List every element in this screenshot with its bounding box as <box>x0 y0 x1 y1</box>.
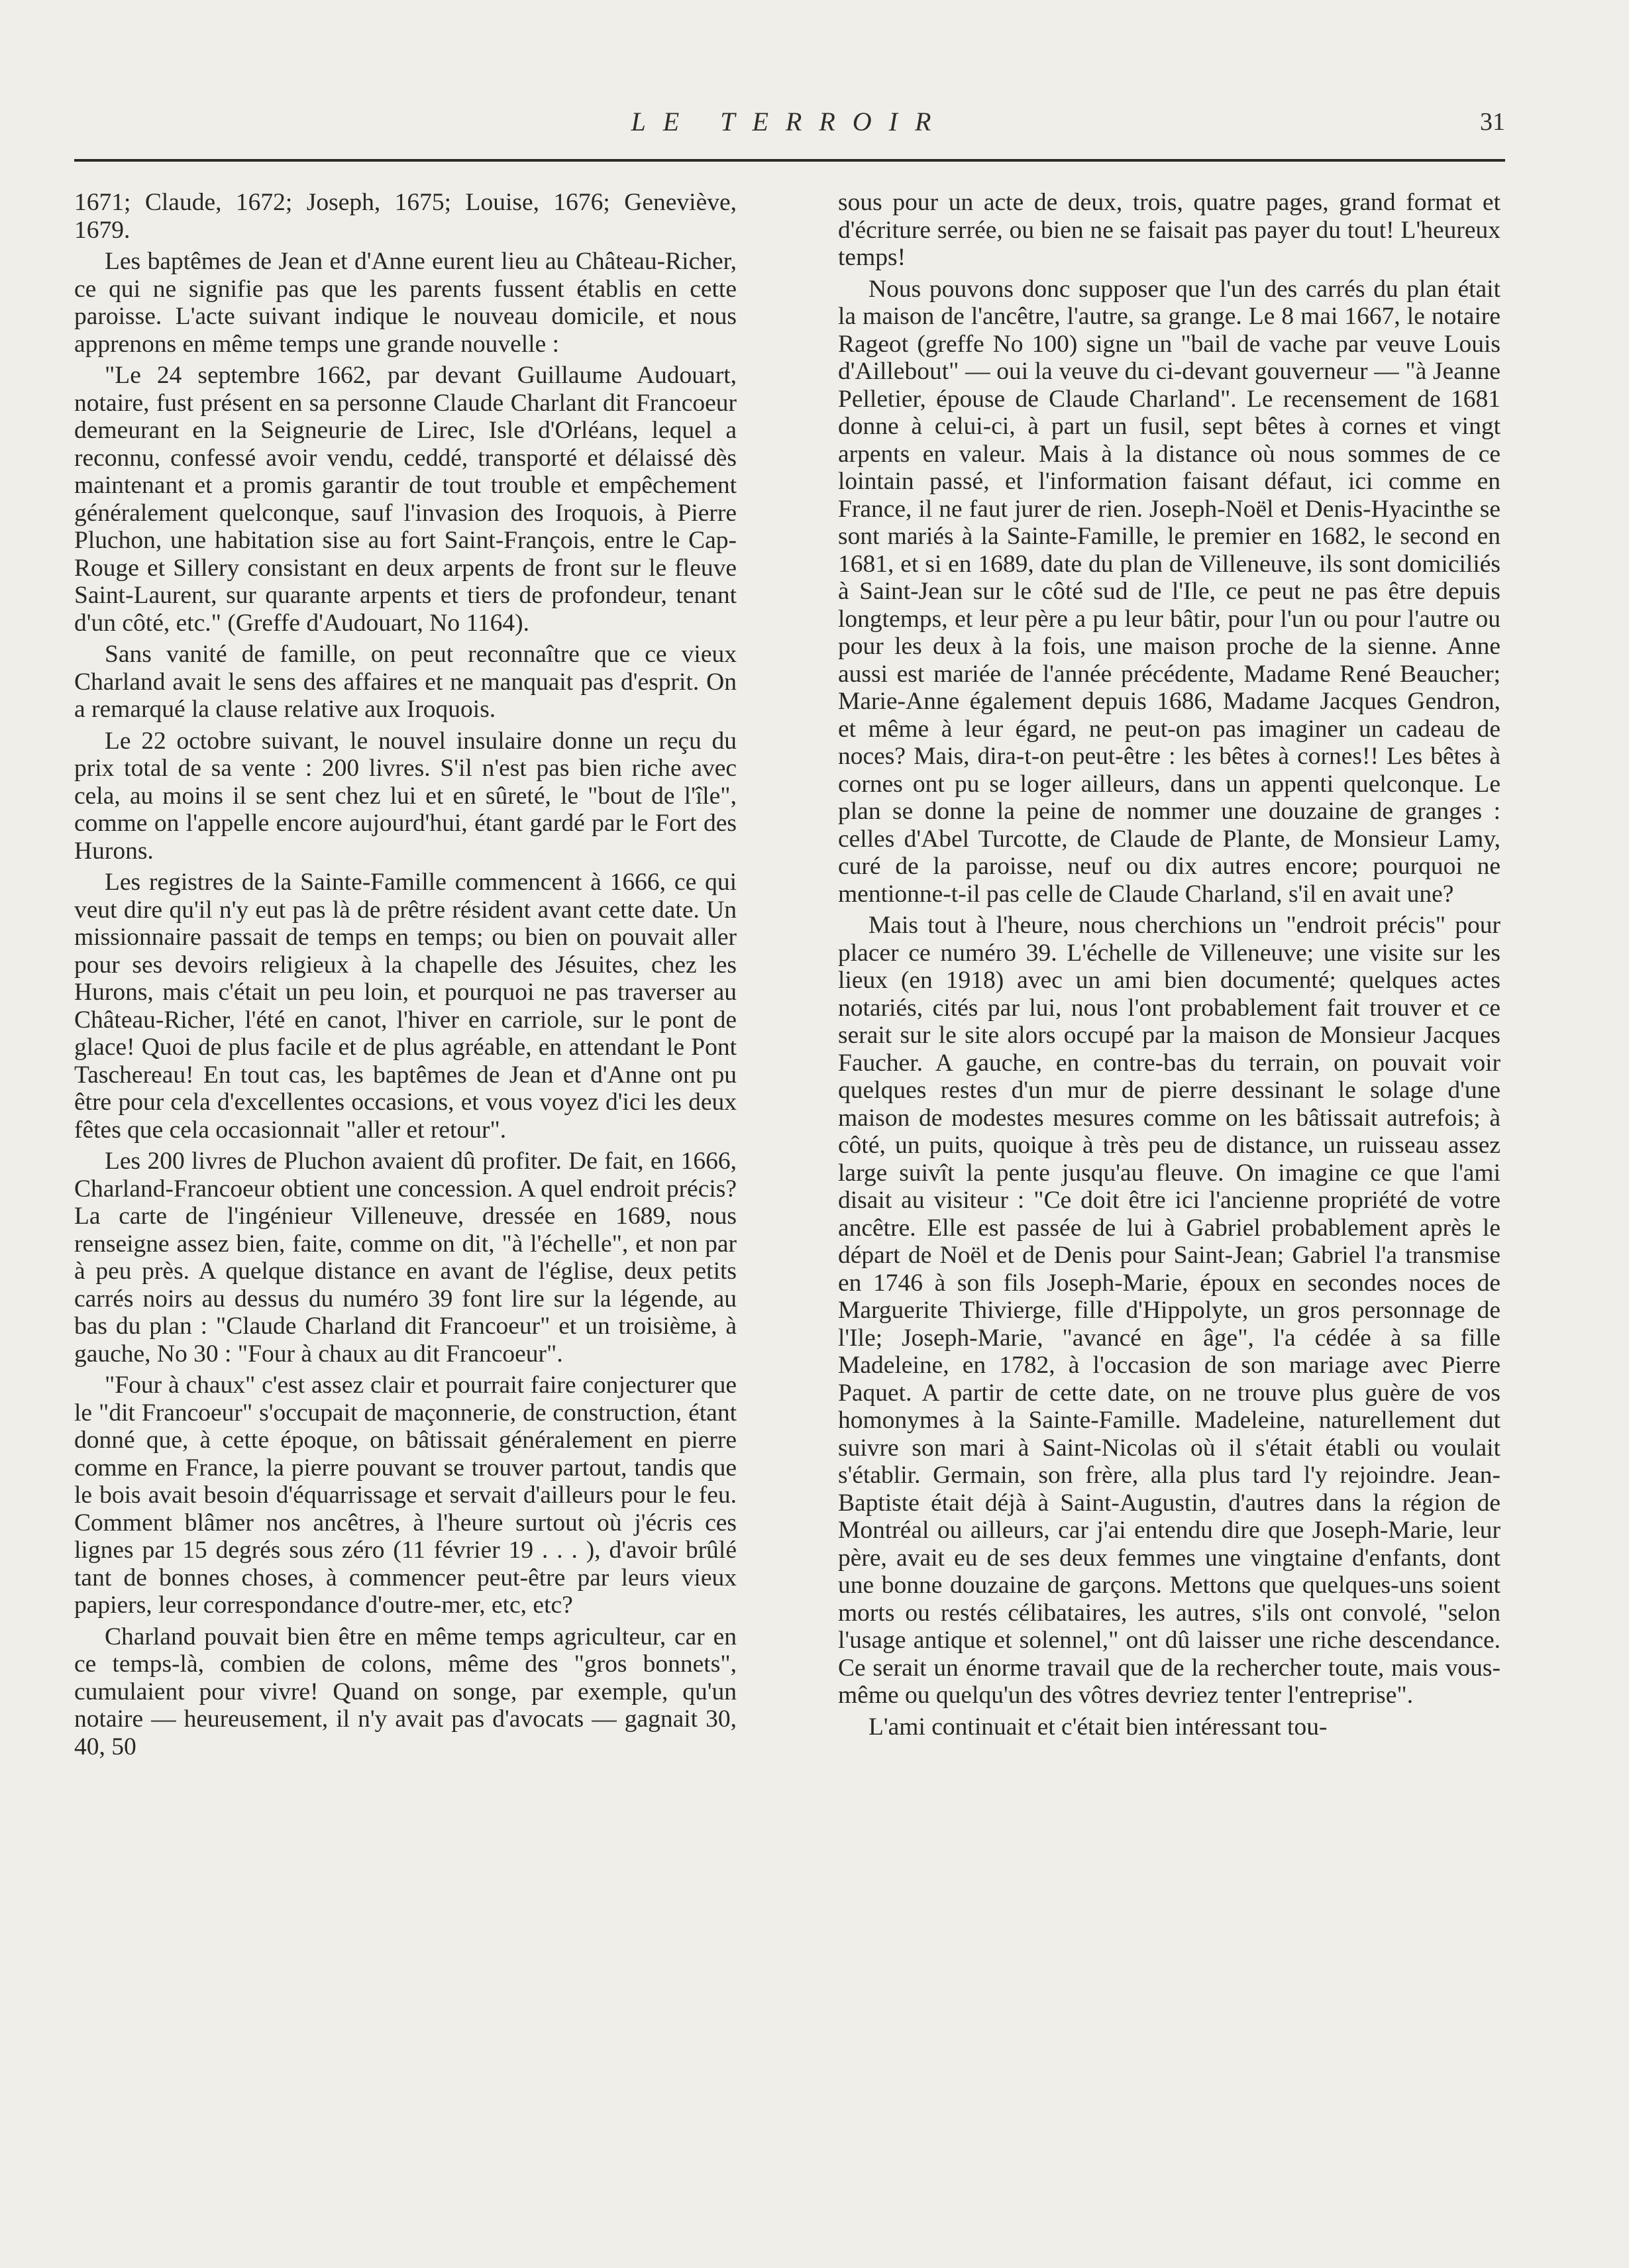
paragraph: sous pour un acte de deux, trois, quatre pages, grand format et d'écriture serrée, ou bien ne se faisait pas payer du tout! L'heureux temps! <box>838 189 1500 271</box>
paragraph: Les 200 livres de Pluchon avaient dû profiter. De fait, en 1666, Charland-Francoeur obtient une concession. A quel endroit précis? La carte de l'ingénieur Villeneuve, dressée en 1689, nous renseigne assez bien, faite, comme on dit, "à l'échelle", et non par à peu près. A quelque distance en avant de l'église, deux petits carrés noirs au dessus du numéro 39 font lire sur la légende, au bas du plan : "Claude Charland dit Francoeur" et un troisième, à gauche, No 30 : "Four à chaux au dit Francoeur". <box>74 1148 737 1368</box>
paragraph: 1671; Claude, 1672; Joseph, 1675; Louise, 1676; Geneviève, 1679. <box>74 189 737 244</box>
paragraph: Mais tout à l'heure, nous cherchions un "endroit précis" pour placer ce numéro 39. L'échelle de Villeneuve; une visite sur les lieux (en 1918) avec un ami bien documenté; quelques actes notariés, cités par lui, nous l'ont probablement fait trouver et ce serait sur le site alors occupé par la maison de Monsieur Jacques Faucher. A gauche, en contre-bas du terrain, on pouvait voir quelques restes d'un mur de pierre dessinant le solage d'une maison de modestes mesures comme on les bâtissait autrefois; à côté, un puits, quoique à très peu de distance, un ruisseau assez large suivît la pente jusqu'au fleuve. On imagine ce que l'ami disait au visiteur : "Ce doit être ici l'ancienne propriété de votre ancêtre. Elle est passée de lui à Gabriel probablement après le départ de Noël et de Denis pour Saint-Jean; Gabriel l'a transmise en 1746 à son fils Joseph-Marie, époux en secondes noces de Marguerite Thivierge, fille d'Hippolyte, un gros personnage de l'Ile; Joseph-Marie, "avancé en âge", l'a cédée à sa fille Madeleine, en 1782, à l'occasion de son mariage avec Pierre Paquet. A partir de cette date, on ne trouve plus guère de vos homonymes à la Sainte-Famille. Madeleine, naturellement dut suivre son mari à Saint-Nicolas où il s'était établi ou voulait s'établir. Germain, son frère, alla plus tard l'y rejoindre. Jean-Baptiste était déjà à Saint-Augustin, d'autres dans la région de Montréal ou ailleurs, car j'ai entendu dire que Joseph-Marie, leur père, avait eu de ses deux femmes une vingtaine d'enfants, dont une bonne douzaine de garçons. Mettons que quelques-uns soient morts ou restés célibataires, les autres, s'ils ont convolé, "selon l'usage antique et solennel," ont dû laisser une riche descendance. Ce serait un énorme travail que de la rechercher toute, mais vous-même ou quelqu'un des vôtres devriez tenter l'entreprise". <box>838 912 1500 1709</box>
right-column <box>838 189 1500 2170</box>
paragraph: Les registres de la Sainte-Famille commencent à 1666, ce qui veut dire qu'il n'y eut pas là de prêtre résident avant cette date. Un missionnaire passait de temps en temps; ou bien on pouvait aller pour ses devoirs religieux à la chapelle des Jésuites, chez les Hurons, mais c'était un peu loin, et pourquoi ne pas traverser au Château-Richer, l'été en canot, l'hiver en carriole, sur le pont de glace! Quoi de plus facile et de plus agréable, en attendant le Pont Taschereau! En tout cas, les baptêmes de Jean et d'Anne ont pu être pour cela d'excellentes occasions, et vous voyez d'ici les deux fêtes que cela occasionnait "aller et retour". <box>74 869 737 1144</box>
paragraph: Le 22 octobre suivant, le nouvel insulaire donne un reçu du prix total de sa vente : 200 livres. S'il n'est pas bien riche avec cela, au moins il se sent chez lui et en sûreté, le "bout de l'île", comme on l'appelle encore aujourd'hui, étant gardé par le Fort des Hurons. <box>74 727 737 865</box>
paragraph: "Four à chaux" c'est assez clair et pourrait faire conjecturer que le "dit Francoeur" s'occupait de maçonnerie, de construction, étant donné que, à cette époque, on bâtissait généralement en pierre comme en France, la pierre pouvant se trouver partout, tandis que le bois avait besoin d'équarrissage et servait d'ailleurs pour le feu. Comment blâmer nos ancêtres, à l'heure surtout où j'écris ces lignes par 15 degrés sous zéro (11 février 19 . . . ), d'avoir brûlé tant de bonnes choses, à commencer peut-être par leurs vieux papiers, leur correspondance d'outre-mer, etc, etc? <box>74 1372 737 1619</box>
paragraph: Les baptêmes de Jean et d'Anne eurent lieu au Château-Richer, ce qui ne signifie pas que les parents fussent établis en cette paroisse. L'acte suivant indique le nouveau domicile, et nous apprenons en même temps une grande nouvelle : <box>74 248 737 358</box>
page-number: 31 <box>1480 108 1505 136</box>
header-rule <box>74 159 1505 162</box>
paragraph: Sans vanité de famille, on peut reconnaître que ce vieux Charland avait le sens des affaires et ne manquait pas d'esprit. On a remarqué la clause relative aux Iroquois. <box>74 641 737 723</box>
paragraph: "Le 24 septembre 1662, par devant Guillaume Audouart, notaire, fust présent en sa personne Claude Charlant dit Francoeur demeurant en la Seigneurie de Lirec, Isle d'Orléans, lequel a reconnu, confessé avoir vendu, ceddé, transporté et délaissé dès maintenant et a promis garantir de tout trouble et empêchement généralement quelconque, sauf l'invasion des Iroquois, à Pierre Pluchon, une habitation sise au fort Saint-François, entre le Cap-Rouge et Sillery consistant en deux arpents de front sur le fleuve Saint-Laurent, sur quarante arpents et tiers de profondeur, tenant d'un côté, etc." (Greffe d'Audouart, No 1164). <box>74 362 737 637</box>
page-header <box>74 99 1505 152</box>
paragraph: Nous pouvons donc supposer que l'un des carrés du plan était la maison de l'ancêtre, l'autre, sa grange. Le 8 mai 1667, le notaire Rageot (greffe No 100) signe un "bail de vache par veuve Louis d'Aillebout" — oui la veuve du ci-devant gouverneur — "à Jeanne Pelletier, épouse de Claude Charland". Le recensement de 1681 donne à celui-ci, à part un fusil, sept bêtes à cornes et vingt arpents en valeur. Mais à la distance où nous sommes de ce lointain passé, et l'information faisant défaut, ici comme en France, il ne faut jurer de rien. Joseph-Noël et Denis-Hyacinthe se sont mariés à la Sainte-Famille, le premier en 1682, le second en 1681, et si en 1689, date du plan de Villeneuve, ils sont domiciliés à Saint-Jean sur le côté sud de l'Ile, ce peut ne pas être depuis longtemps, et leur père a pu leur bâtir, pour l'un ou pour l'autre ou pour les deux à la fois, une maison proche de la sienne. Anne aussi est mariée de l'année précédente, Madame René Beaucher; Marie-Anne également depuis 1686, Madame Jacques Gendron, et même à leur égard, ne peut-on pas imaginer un cadeau de noces? Mais, dira-t-on peut-être : les bêtes à cornes!! Les bêtes à cornes ont pu se loger ailleurs, dans un appenti quelconque. Le plan se donne la peine de nommer une douzaine de granges : celles d'Abel Turcotte, de Claude de Plante, de Monsieur Lamy, curé de la paroisse, neuf ou dix autres encore; pourquoi ne mentionne-t-il pas celle de Claude Charland, s'il en avait une? <box>838 275 1500 908</box>
left-column <box>74 189 737 2170</box>
paragraph: Charland pouvait bien être en même temps agriculteur, car en ce temps-là, combien de colons, même des "gros bonnets", cumulaient pour vivre! Quand on songe, par exemple, qu'un notaire — heureusement, il n'y avait pas d'avocats — gagnait 30, 40, 50 <box>74 1623 737 1760</box>
paragraph: L'ami continuait et c'était bien intéressant tou- <box>868 1713 1328 1741</box>
running-title: LE TERROIR <box>631 107 949 136</box>
